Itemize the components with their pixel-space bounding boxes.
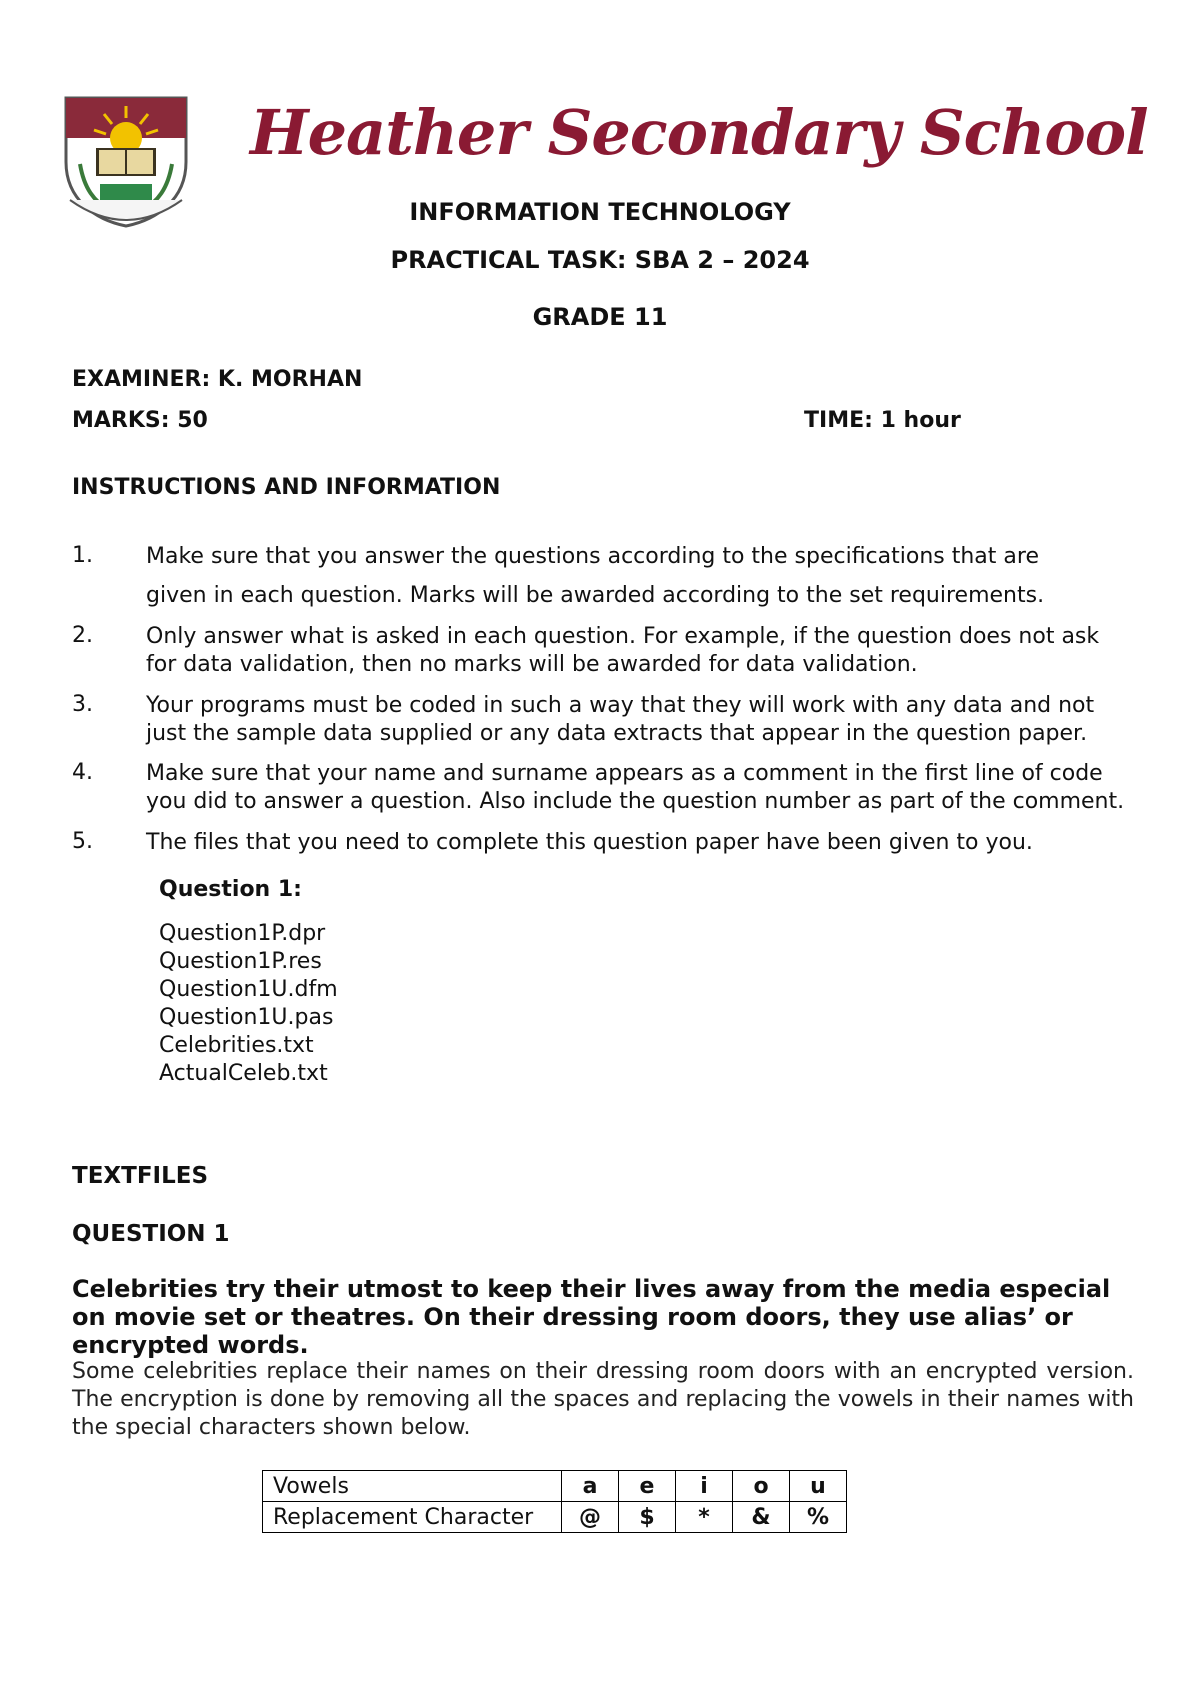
school-name-logo-text: Heather Secondary School	[250, 96, 1148, 169]
table-cell: i	[676, 1471, 733, 1502]
table-cell: $	[619, 1502, 676, 1533]
subject-title: INFORMATION TECHNOLOGY	[409, 198, 791, 226]
table-cell-label: Replacement Character	[263, 1502, 562, 1533]
instruction-number: 3.	[72, 692, 93, 717]
question-title: QUESTION 1	[72, 1221, 230, 1247]
instruction-number: 1.	[72, 543, 93, 568]
instruction-number: 4.	[72, 760, 93, 785]
instruction-text: The files that you need to complete this question paper have been given to you.	[146, 830, 1033, 855]
file-name: Question1P.dpr	[159, 921, 326, 946]
table-cell: *	[676, 1502, 733, 1533]
table-cell: &	[733, 1502, 790, 1533]
table-row	[263, 1471, 847, 1502]
question-paragraph: Some celebrities replace their names on their dressing room doors with an encrypted version. The encryption is done by removing all the spaces and replacing the vowels in their names with the special characters shown below.	[72, 1359, 1134, 1440]
instructions-heading: INSTRUCTIONS AND INFORMATION	[72, 475, 501, 500]
table-row	[263, 1502, 847, 1533]
table-cell: o	[733, 1471, 790, 1502]
files-heading: Question 1:	[159, 877, 302, 902]
section-title: TEXTFILES	[72, 1163, 209, 1189]
table-cell: u	[790, 1471, 847, 1502]
table-cell: e	[619, 1471, 676, 1502]
instruction-text: Make sure that you answer the questions according to the specifications that are	[146, 544, 1039, 569]
file-name: Celebrities.txt	[159, 1033, 314, 1058]
examiner-label: EXAMINER: K. MORHAN	[72, 367, 363, 392]
file-name: Question1U.dfm	[159, 977, 338, 1002]
table-cell: @	[562, 1502, 619, 1533]
instruction-text: Your programs must be coded in such a way that they will work with any data and not just the sample data supplied or any data extracts that appear in the question paper.	[146, 693, 1095, 746]
marks-label: MARKS: 50	[72, 408, 208, 433]
file-name: ActualCeleb.txt	[159, 1061, 328, 1086]
question-lead-text: Celebrities try their utmost to keep their lives away from the media especial on movie set or theatres. On their dressing room doors, they use alias’ or encrypted words.	[72, 1275, 1111, 1359]
table-cell: a	[562, 1471, 619, 1502]
table-cell-label: Vowels	[263, 1471, 562, 1502]
table-cell: %	[790, 1502, 847, 1533]
instruction-text: given in each question. Marks will be awarded according to the set requirements.	[146, 583, 1045, 608]
vowel-replacement-table	[262, 1470, 847, 1533]
instruction-text: Make sure that your name and surname appears as a comment in the first line of code you did to answer a question. Also include the question number as part of the comment.	[146, 761, 1125, 814]
grade-title: GRADE 11	[532, 303, 668, 331]
file-name: Question1P.res	[159, 949, 322, 974]
time-label: TIME: 1 hour	[804, 408, 961, 433]
instruction-number: 2.	[72, 623, 93, 648]
file-name: Question1U.pas	[159, 1005, 334, 1030]
instruction-number: 5.	[72, 829, 93, 854]
instruction-text: Only answer what is asked in each question. For example, if the question does not ask for data validation, then no marks will be awarded for data validation.	[146, 624, 1100, 677]
task-title: PRACTICAL TASK: SBA 2 – 2024	[390, 246, 810, 274]
